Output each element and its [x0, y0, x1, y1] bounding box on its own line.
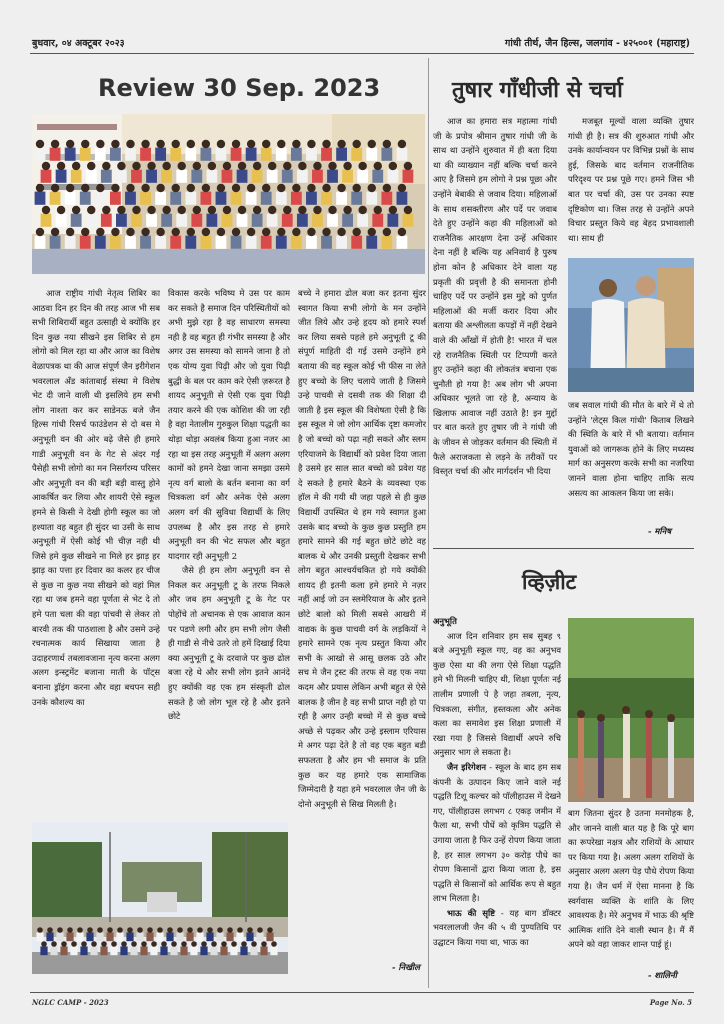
tushar-signature: - मनिष — [648, 526, 672, 536]
review-text-1: आज राष्ट्रीय गांधी नेतृत्व शिबिर का आठवा दिन हर दिन की तरह आज भी सब सभी शिबिरार्थी बहुत उत्साही थे क्योंकि हर दिन कुछ नया सीखने इस शिबिर से हम लोगो को मिल रहा था और आज का विशेष वेळापत्रक था की आज संपूर्ण जैन इरीगेशन भवरलाल अँड कांताबाई संस्था मे विशेष भेट दी जाने वाली थी इसलिये हम सभी लोग नाश्ता कर कर साडेनऊ बजे जैन हिल्स गांधी रिसर्च फाउंडेशन से दो बस मे अनुभूती वन की ओर बढ़े जैसे ही हमारे गाडी अनुभूती वन के गेट से अंदर गई पैसेही सभी लोगो का मन निसर्गरम्य परिसर और अनुभूती वन की बड़ी बड़ी वास्तु होने आकर्षित कर लिया और शायरी ऐसे स्कूल हमने से किसी ने देखी होगी स्कूल का जो हश्याता वह बहुत ही सुंदर था उसी के साथ अनुभूती में ऐसी कोई भी चीज़ नही थी जिसे हमे कुछ सीखने ना मिले हर झाड़ हर झाड़ का पत्ता हर दिवार का कलर हर चीज से कुछ ना कुछ नया सीखने को वहां मिल रहा था जब हमने वहा पूर्णता से भेट दे तो हमे पता चला की वहा पांचवी से लेकर तो बारवी तक की पाठशाला है और उसमे उन्हे रचनात्मक कार्य सिखाया जाता है उदाहरणार्थ तबलावजाना नृत्य करना अलग अलग इन्स्ट्रमेंट बजाना माती के पॉट्स बनाना ड्रॉइंग करना और वहा बचपन सही उनके कौशल्य का — [32, 288, 160, 707]
header-address: गांधी तीर्थ, जैन हिल्स, जलगांव - ४२५००१ (महाराष्ट्र) — [504, 38, 690, 49]
footer-rule — [30, 992, 694, 993]
footer-left: NGLC CAMP - 2023 — [32, 998, 109, 1007]
review-title: Review 30 Sep. 2023 — [98, 74, 381, 102]
event-photo — [32, 822, 288, 974]
review-column-3 — [298, 286, 426, 946]
tushar-text-2: मजबूत मूल्यों वाला व्यक्ति तुषार गांधी ही है। सत्र की शुरुआत गांधी और उनके कार्यान्वयन पर विभिन्न प्रश्नों के साथ हुई, जिसके बाद वर्तमान राजनीतिक परिदृश्य पर प्रश्न पूछे गए। हमने जिस भी बात पर चर्चा की, उस पर उनका स्पष्ट दृष्टिकोण था। जिस तरह से उन्होंने अपने विचार प्रस्तुत किये वह बेहद प्रभावशाली था। साथ ही — [568, 116, 694, 243]
review-text-3: बच्चे ने हमारा ढोल बजा कर इतना सुंदर स्वागत किया सभी लोगो के मन उन्होंने जीत लिये और उन्हे हृदय को हमारे स्पर्श कर लिया सबसे पहले हमे अनुभूती टू की संपूर्ण माहिती दी गई उसमे उन्होंने हमे बताया की वह स्कूल कोई भी फीस ना लेते हुए बच्चो के लिए चलाये जाती है जिसमे उन्हे पाचवी से दसवी तक की शिक्षा दी जाती है इस स्कूल की विशेषता ऐसी है कि इस स्कूल मे जो लोग आर्थिक दृष्टा कमजोर है जो बच्चो को पढ़ा नही सकते और स्लम एरियाजमे के विद्यार्थी को प्रवेश दिया जाता है उसमे हर साल सात बच्चो को प्रवेश यह दे सकते है हमारे बैठने के व्यवस्था एक हॉल मे की गयी थी जहा पहले से ही कुछ विद्यार्थी उपस्थित थे हम गये स्वागत हुआ उसके बाद बच्चो के कुछ कुछ प्रस्तुति हम हमारे सामने की गई बहुत छोटे छोटे वह बालक थे और उनकी प्रस्तुती देखकर सभी लोग बहुत आश्चर्यचकित हो गये क्योंकी शायद ही इतनी कला हमे हमारे मे नज़र नहीं आई जो उन स्लमेरियाज के और इतने छोटे बालो को मिली सबसे आखरी में वाद्यक के कुछ पाचवी वर्ग के लड़कियों ने हमारे सामने एक नृत्य प्रस्तुत किया और सभी के आखो से आसू छलक उठे और सच मे जैन ट्रस्ट की तरफ से वह एक नया कदम और प्रयास लेकिन अभी बहुत से ऐसे बालक है जीन है वह सभी प्राप्त नही हो पा रही है अगर उन्ही बच्चो में से कुछ बच्चे अच्छे से पढ़कर और उन्हे इस्लाम एरियास मे अगर पढ़ा देते है तो वह एक बहुत बडी सफलता है और हम भी समाज के प्रति कुछ कर यह हमारे एक सामाजिक जिम्मेदारी है यहा हमे भवरलाल जैन जी के दोनो अनुभूती से सिख मिलती है। — [298, 288, 426, 809]
visit-text-1b: - स्कूल के बाद हम सब कंपनी के उत्पादन किए जाने वाले नई पद्धति टिशू कल्चर को पॉलीहाउस में देखने गए, पॉलीहाउस लगभग ८ एकड़ जमीन में फैला था, सभी पौधें को कृत्रिम पद्धति से उगाया जाता है फिर उन्हें रोपण किया जाता है, हर साल लगभग ३० करोड़ पौधे का रोपण किसानों द्वारा किया जाता है, इस पद्धति से किसानों को आर्थिक रूप से बहुत लाभ मिलता है। — [433, 761, 561, 904]
review-text-2a: विकास करके भविष्य मे उस पर काम कर सकते है समाज दिन परिस्थितीयों को अभी मुझे रहा है वह साधारण समस्या नही है वह बहुत ही गंभीर समस्या है और अगर उस समस्या को सामने जाना है तो एक योग्य युवा पिढ़ी और जो युवा पिढ़ी बुद्धी के बल पर काम करे ऐसी ज़रूरत है शायद अनुभूती से ऐसी एक युवा पिढ़ी तयार करने की एक कोशिश की जा रही है वहा नेतालीम गुरुकुल शिक्षा पद्धती का थोड़ा थोड़ा अवलंब किया हुआ नजर आ रहा था इस तरह अनुभूती में अलग अलग कामों को हमने देखा जाना समझा उसमे नृत्य वर्ग बालो के बर्तन बनाना का वर्ग चित्रकला वर्ग और अनेक ऐसे अलग अलग वर्ग की सुविधा विद्यार्थी के लिए उपलब्ध है और इस तरह से हमारे अनुभूती वन की भेट सफल और बहुत यादगार रही अनुभूती 2 — [168, 288, 290, 561]
garden-photo — [568, 618, 694, 802]
header-date: बुधवार, ०४ अक्टूबर २०२३ — [32, 38, 125, 49]
tushar-caption — [568, 398, 694, 530]
section-rule — [433, 548, 694, 549]
tushar-caption-text: जब सवाल गांधी की मौत के बारे में थे तो उन्होंने 'लेट्स किल गांधी' किताब लिखने की स्थिति के बारे में भी बताया। वर्तमान युवाओं को जागरूक होने के लिए मध्यस्थ मार्ग का अनुसरण करके सभी का नजरिया जानने वाला होना चाहिए ताकि सत्य असत्य का आकलन किया जा सके। — [568, 400, 694, 498]
visit-subhead-jain: जैन इरिगेशन — [447, 761, 487, 772]
tushar-photo — [568, 258, 694, 392]
review-column-2 — [168, 286, 290, 818]
review-signature: - निखील — [392, 962, 420, 972]
visit-subhead-anubhuti: अनुभूति — [433, 616, 457, 626]
tushar-text-1: आज का हमारा सत्र महात्मा गांधी जी के प्रपोत्र श्रीमान तुषार गांधी जी के साथ था उन्होंने शुरुवात में ही बता दिया था की व्याख्यान नहीं बल्कि चर्चा करने आए है जिसमे हम लोगो ने प्रश्न पूछा और उन्होंने बेबाकी से जवाब दिया। महिलाओं के साथ शसक्तीरण और पर्दे पर जवाब देते हुए उन्होंने कहा की महिलाओं को राजनैतिक आरक्षण देना उन्हें अधिकार देना नहीं है बल्कि यह अनिवार्य है पुरुष होना कोन है अधिकार देने वाला यह प्रकृती की प्रवृत्ती है की समानता होनी चाहिए पर्दे पर उन्होंने इस मुद्दे को पुर्णत महिलाओं की मर्जी करार दिया और बताया की अश्लीलता कपड़ों में नहीं देखने वाले की आँखों में होती है! भारत में चल रहे राजनैतिक स्थिती पर टिप्पणी करते हुए उन्होंने कहा की लोकतंत्र बचाना एक चुनौती हो गया है! अब लोग भी अपना अधिकार भूलते जा रहे है, अन्याय के खिलाफ आवाज नहीं उठाते है! इन मुद्दों पर बात करते हुए तुषार जी ने गांधी जी के जीवन से जोड़कर वर्तमान की स्थिती में फैले अराजकता से लड़ने के तरीकों पर विस्तृत चर्चा की और मार्गदर्शन भी दिया — [433, 116, 557, 477]
visit-column-2 — [568, 806, 694, 982]
review-text-2b: जैसे ही हम लोग अनुभूती वन से निकल कर अनुभूती टू के तरफ निकले और जब हम अनुभूती टू के गेट पर पोहोंचे तो अचानक से एक आवाज कान पर पडणे लगी और हम सभी लोग जैसी ही गाडी से नीचे उतरे तो हमें दिखाई दिया क्या अनुभूती टू के दरवाजे पर कुछ ढोल बजा रहे थे और सभी लोग इतने आनंदे हुए क्योंकी वह एक हम संस्कृती ढोल सकते है जो लोग भूल रहे है और इतने छोटे — [168, 565, 290, 722]
visit-text-1c: - यह बाग डॉक्टर भवरलालजी जैन की ५ वी पुण्यतिथि पर उद्घाटन किया गया था, भाऊ का — [433, 907, 561, 948]
review-column-1 — [32, 286, 160, 818]
visit-title: व्हिज़ीट — [522, 570, 577, 594]
tushar-column-2 — [568, 114, 694, 254]
visit-subhead-bhau: भाऊ की सृष्टि — [447, 907, 496, 918]
visit-text-1a: आज दिन शनिवार हम सब सुबह ९ बजे अनुभूती स्कूल गए, वह का अनुभव कुछ ऐसा था की लगा ऐसे शिक्षा पद्धति हमे भी मिलनी चाहिए थी, शिक्षा पूर्णतः नई तालीम प्रणाली पे है जहा तबला, नृत्य, चित्रकला, संगीत, हस्तकला और अनेक कला का समावेश इस शिक्षा प्रणाली में रखा गया है जिससे विद्यार्थी अपने रुचि अनुसार भाग ले सकता है। — [433, 630, 561, 758]
tushar-column-1 — [433, 114, 557, 546]
visit-text-2: बाग जितना सुंदर है उतना मनमोहक है, और जानने वाली बात यह है कि पूरे बाग का रूपरेखा नक्षत्र और राशियों के आधार पर किया गया है। अलग अलग राशियों के अनुसार अलग अलग पेड़ पौधे रोपण किया गया है। जैन धर्म में ऐसा मानना है कि स्वर्गवास व्यक्ति के शांति के लिए आवश्यक है। मेरे अनुभव में भाऊ की श्रृष्टि आत्मिक शांति देने वाली स्थान है। मैं मैं अपने को वहा जाकर शान्त पाई हूं। — [568, 808, 694, 950]
group-photo — [32, 114, 425, 274]
header-rule — [30, 53, 694, 54]
column-divider — [428, 58, 429, 988]
visit-column-1 — [433, 614, 561, 1024]
footer-page-number: Page No. 5 — [649, 998, 692, 1007]
tushar-title: तुषार गाँधीजी से चर्चा — [452, 78, 623, 103]
visit-signature: - शालिनी — [648, 970, 677, 980]
